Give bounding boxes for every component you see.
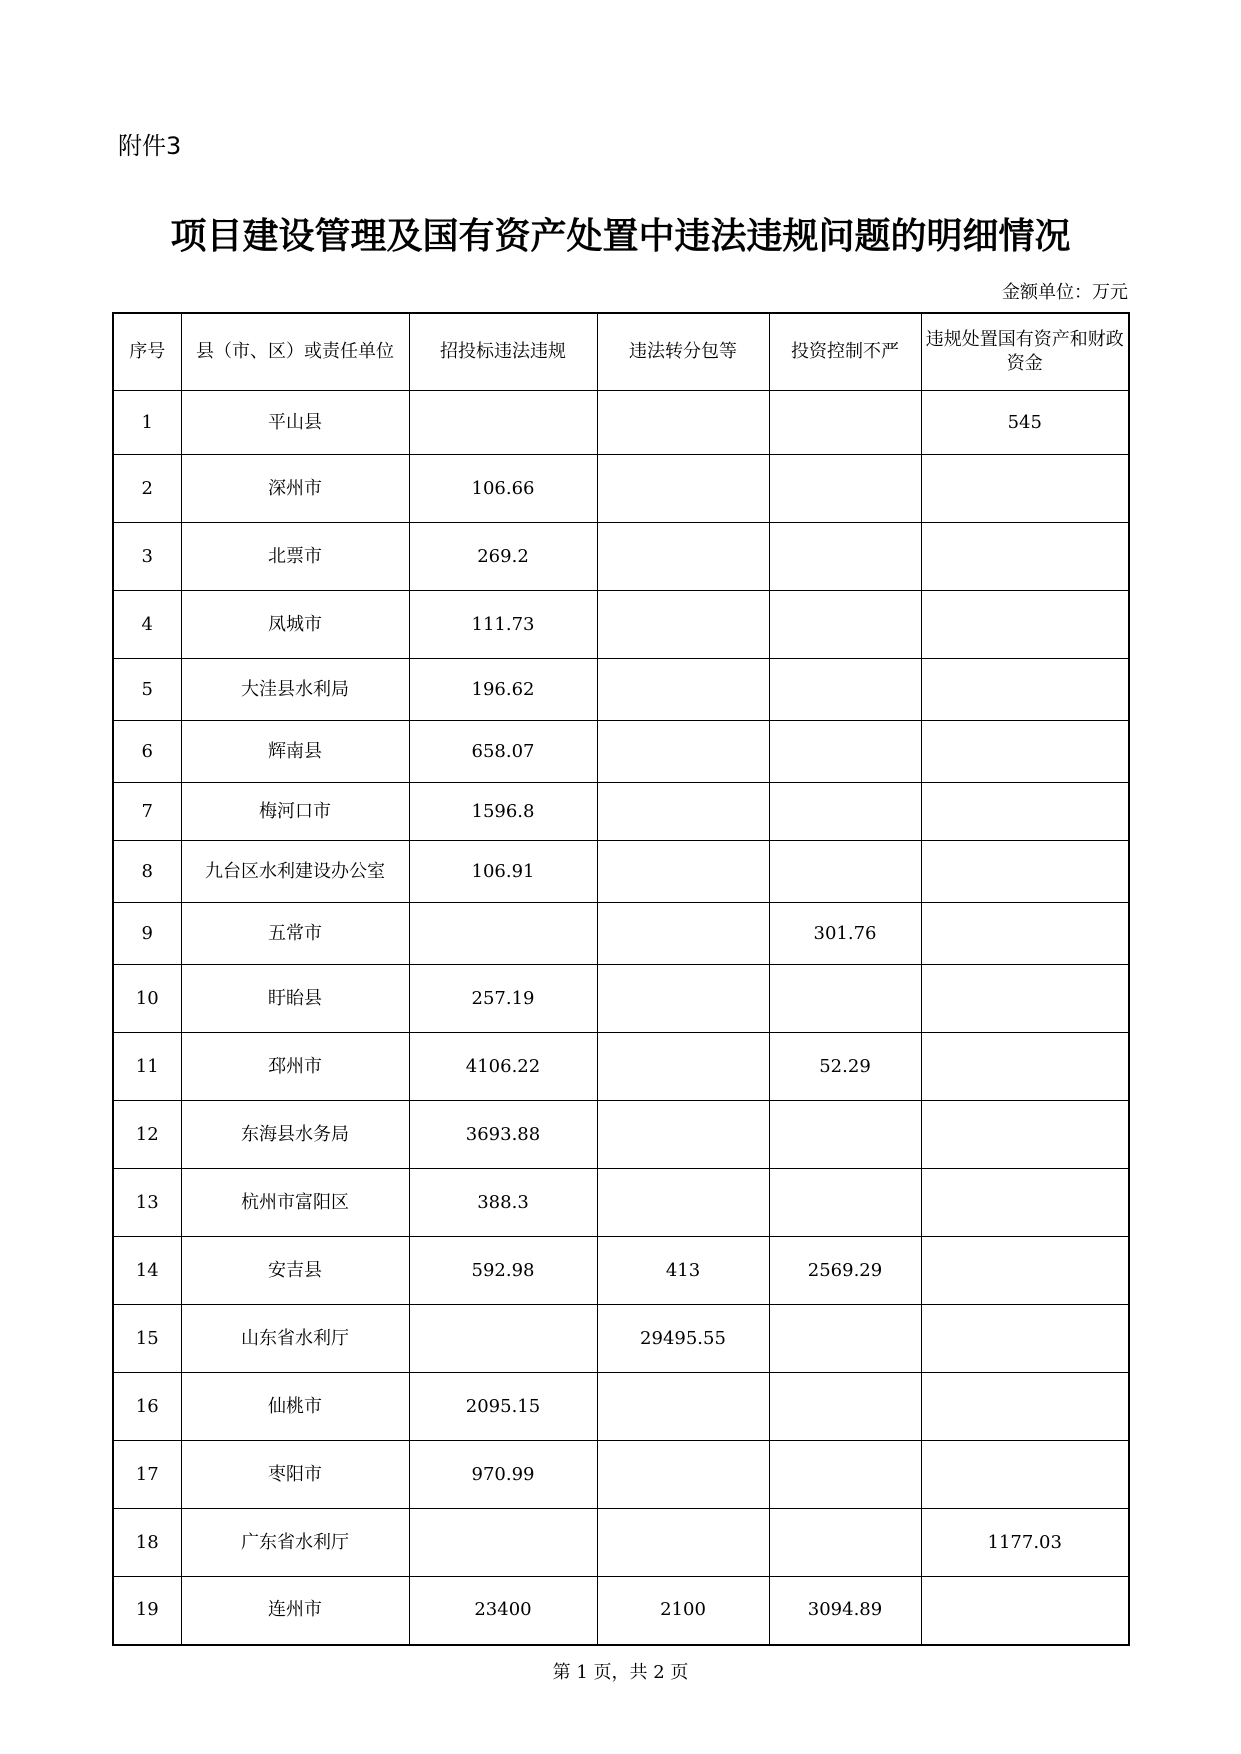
cell-bidding: 23400	[409, 1577, 597, 1645]
table-row	[113, 783, 1129, 841]
cell-bidding: 388.3	[409, 1169, 597, 1237]
cell-index: 9	[113, 903, 181, 965]
cell-subcontracting	[597, 903, 769, 965]
cell-unit: 安吉县	[181, 1237, 409, 1305]
cell-unit: 杭州市富阳区	[181, 1169, 409, 1237]
table-row	[113, 841, 1129, 903]
cell-asset-disposal	[921, 1441, 1129, 1509]
cell-unit: 凤城市	[181, 591, 409, 659]
cell-subcontracting: 2100	[597, 1577, 769, 1645]
cell-investment	[769, 1441, 921, 1509]
page-title: 项目建设管理及国有资产处置中违法违规问题的明细情况	[170, 216, 1071, 257]
cell-investment	[769, 1373, 921, 1441]
cell-asset-disposal	[921, 1033, 1129, 1101]
amount-unit-note: 金额单位：万元	[1002, 282, 1128, 303]
cell-asset-disposal	[921, 591, 1129, 659]
cell-index: 14	[113, 1237, 181, 1305]
cell-bidding: 658.07	[409, 721, 597, 783]
cell-bidding: 106.66	[409, 455, 597, 523]
cell-index: 7	[113, 783, 181, 841]
table-row	[113, 1169, 1129, 1237]
cell-subcontracting	[597, 455, 769, 523]
table-row	[113, 965, 1129, 1033]
attachment-label: 附件3	[118, 132, 182, 160]
cell-unit: 枣阳市	[181, 1441, 409, 1509]
cell-bidding	[409, 1509, 597, 1577]
cell-subcontracting	[597, 523, 769, 591]
header-bidding-violations: 招投标违法违规	[409, 313, 597, 391]
cell-bidding	[409, 1305, 597, 1373]
cell-subcontracting	[597, 841, 769, 903]
cell-subcontracting	[597, 1373, 769, 1441]
cell-index: 10	[113, 965, 181, 1033]
cell-asset-disposal	[921, 1577, 1129, 1645]
cell-subcontracting	[597, 1101, 769, 1169]
cell-bidding: 196.62	[409, 659, 597, 721]
cell-investment: 52.29	[769, 1033, 921, 1101]
table-row	[113, 1441, 1129, 1509]
cell-subcontracting: 29495.55	[597, 1305, 769, 1373]
cell-investment: 301.76	[769, 903, 921, 965]
cell-index: 2	[113, 455, 181, 523]
cell-asset-disposal	[921, 903, 1129, 965]
table-row	[113, 1577, 1129, 1645]
header-asset-disposal: 违规处置国有资产和财政资金	[921, 313, 1129, 391]
violations-table	[112, 312, 1130, 1646]
cell-subcontracting	[597, 391, 769, 455]
cell-investment	[769, 1101, 921, 1169]
cell-investment	[769, 721, 921, 783]
table-row	[113, 1101, 1129, 1169]
cell-investment: 2569.29	[769, 1237, 921, 1305]
cell-index: 5	[113, 659, 181, 721]
cell-bidding: 4106.22	[409, 1033, 597, 1101]
cell-asset-disposal	[921, 523, 1129, 591]
cell-index: 11	[113, 1033, 181, 1101]
table-row	[113, 1237, 1129, 1305]
cell-subcontracting	[597, 591, 769, 659]
cell-bidding: 106.91	[409, 841, 597, 903]
cell-index: 15	[113, 1305, 181, 1373]
cell-investment	[769, 783, 921, 841]
cell-index: 6	[113, 721, 181, 783]
table-row	[113, 591, 1129, 659]
cell-investment	[769, 1305, 921, 1373]
cell-bidding: 269.2	[409, 523, 597, 591]
table-row	[113, 391, 1129, 455]
cell-asset-disposal	[921, 659, 1129, 721]
cell-subcontracting	[597, 1509, 769, 1577]
table-row	[113, 721, 1129, 783]
cell-bidding	[409, 391, 597, 455]
cell-asset-disposal	[921, 1169, 1129, 1237]
cell-index: 4	[113, 591, 181, 659]
table-header-row	[113, 313, 1129, 391]
cell-bidding	[409, 903, 597, 965]
cell-bidding: 257.19	[409, 965, 597, 1033]
cell-unit: 东海县水务局	[181, 1101, 409, 1169]
cell-investment	[769, 965, 921, 1033]
header-illegal-subcontracting: 违法转分包等	[597, 313, 769, 391]
cell-investment	[769, 841, 921, 903]
cell-unit: 广东省水利厅	[181, 1509, 409, 1577]
table-row	[113, 903, 1129, 965]
cell-index: 13	[113, 1169, 181, 1237]
cell-unit: 九台区水利建设办公室	[181, 841, 409, 903]
cell-asset-disposal	[921, 783, 1129, 841]
table-row	[113, 1033, 1129, 1101]
cell-subcontracting	[597, 1169, 769, 1237]
header-index: 序号	[113, 313, 181, 391]
cell-asset-disposal	[921, 1373, 1129, 1441]
cell-subcontracting: 413	[597, 1237, 769, 1305]
cell-index: 16	[113, 1373, 181, 1441]
cell-asset-disposal	[921, 965, 1129, 1033]
cell-index: 19	[113, 1577, 181, 1645]
cell-unit: 深州市	[181, 455, 409, 523]
cell-asset-disposal	[921, 1237, 1129, 1305]
cell-asset-disposal: 545	[921, 391, 1129, 455]
table-row	[113, 1509, 1129, 1577]
cell-investment	[769, 591, 921, 659]
table-row	[113, 455, 1129, 523]
cell-subcontracting	[597, 659, 769, 721]
cell-unit: 北票市	[181, 523, 409, 591]
table-row	[113, 1373, 1129, 1441]
cell-unit: 大洼县水利局	[181, 659, 409, 721]
cell-unit: 盱眙县	[181, 965, 409, 1033]
cell-subcontracting	[597, 783, 769, 841]
cell-unit: 辉南县	[181, 721, 409, 783]
page-footer: 第 1 页，共 2 页	[552, 1662, 689, 1683]
cell-index: 18	[113, 1509, 181, 1577]
cell-subcontracting	[597, 965, 769, 1033]
cell-index: 17	[113, 1441, 181, 1509]
cell-asset-disposal	[921, 721, 1129, 783]
cell-unit: 梅河口市	[181, 783, 409, 841]
cell-subcontracting	[597, 1441, 769, 1509]
header-investment-control: 投资控制不严	[769, 313, 921, 391]
cell-investment	[769, 391, 921, 455]
cell-index: 12	[113, 1101, 181, 1169]
cell-investment	[769, 455, 921, 523]
cell-investment	[769, 1169, 921, 1237]
cell-bidding: 970.99	[409, 1441, 597, 1509]
table-row	[113, 1305, 1129, 1373]
cell-asset-disposal	[921, 455, 1129, 523]
cell-subcontracting	[597, 721, 769, 783]
cell-bidding: 3693.88	[409, 1101, 597, 1169]
cell-index: 8	[113, 841, 181, 903]
cell-subcontracting	[597, 1033, 769, 1101]
cell-index: 1	[113, 391, 181, 455]
cell-asset-disposal	[921, 1305, 1129, 1373]
cell-bidding: 111.73	[409, 591, 597, 659]
cell-asset-disposal	[921, 1101, 1129, 1169]
cell-investment	[769, 1509, 921, 1577]
cell-unit: 连州市	[181, 1577, 409, 1645]
cell-asset-disposal	[921, 841, 1129, 903]
cell-unit: 邳州市	[181, 1033, 409, 1101]
header-unit: 县（市、区）或责任单位	[181, 313, 409, 391]
cell-unit: 山东省水利厅	[181, 1305, 409, 1373]
cell-index: 3	[113, 523, 181, 591]
cell-investment	[769, 659, 921, 721]
cell-investment	[769, 523, 921, 591]
cell-unit: 五常市	[181, 903, 409, 965]
cell-bidding: 592.98	[409, 1237, 597, 1305]
cell-unit: 仙桃市	[181, 1373, 409, 1441]
cell-asset-disposal: 1177.03	[921, 1509, 1129, 1577]
table-row	[113, 523, 1129, 591]
cell-investment: 3094.89	[769, 1577, 921, 1645]
table-row	[113, 659, 1129, 721]
cell-unit: 平山县	[181, 391, 409, 455]
cell-bidding: 2095.15	[409, 1373, 597, 1441]
cell-bidding: 1596.8	[409, 783, 597, 841]
